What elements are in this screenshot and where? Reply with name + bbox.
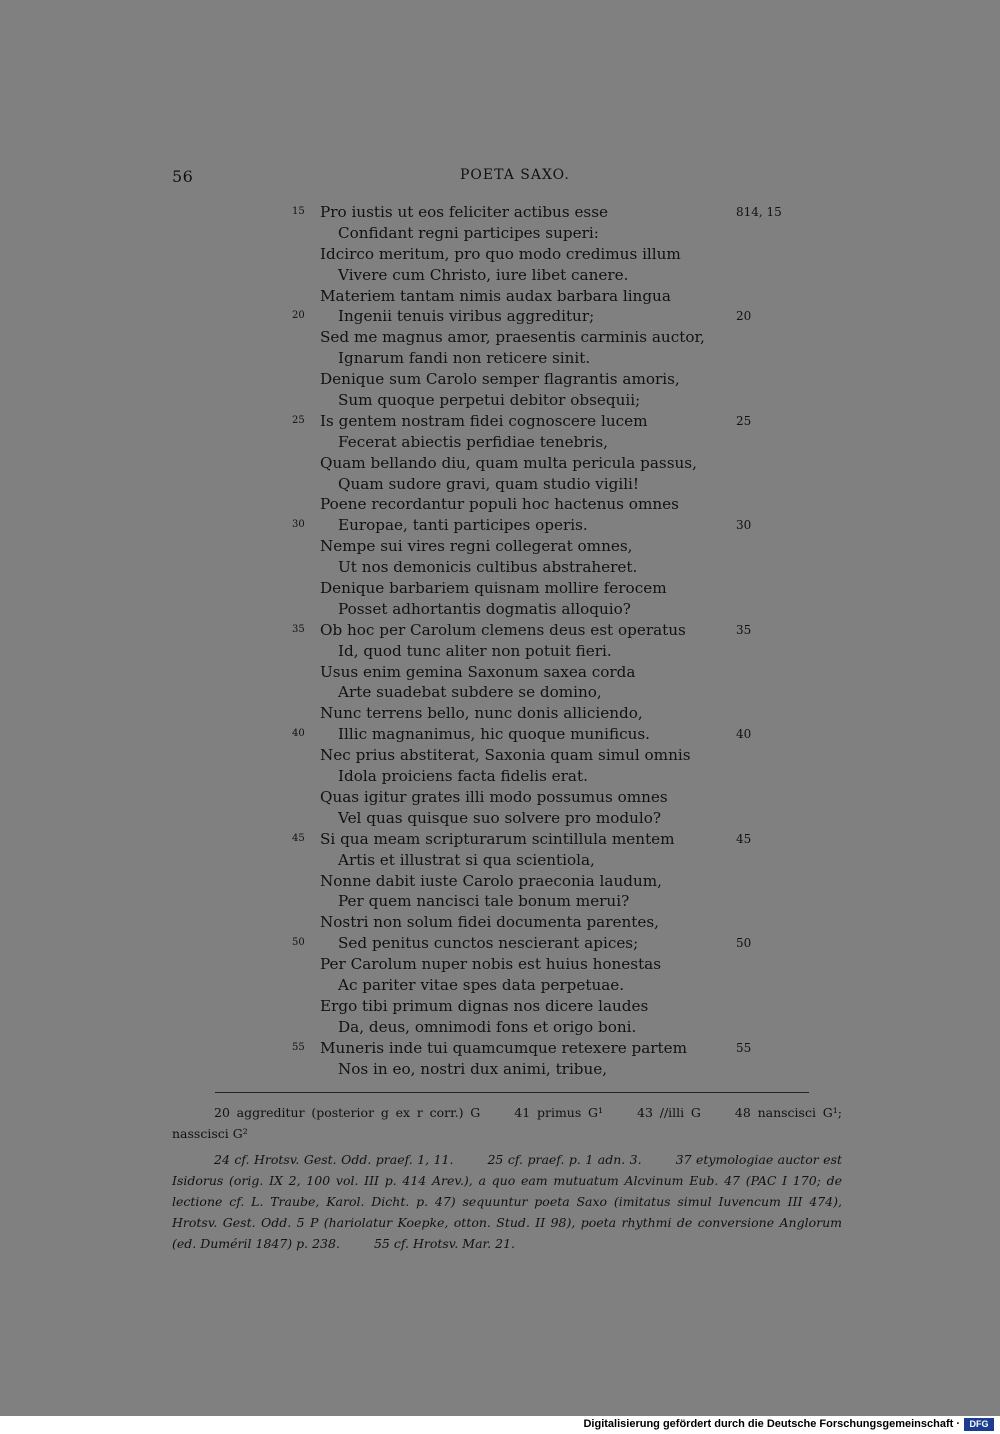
verse-line <box>0 829 1000 850</box>
verse-line <box>0 286 1000 307</box>
verse-line <box>0 557 1000 578</box>
margin-reference: 40 <box>736 727 752 742</box>
line-number: 20 <box>292 310 305 322</box>
source-note: 55 cf. Hrotsv. Mar. 21. <box>373 1236 515 1251</box>
verse-line <box>0 306 1000 327</box>
poem-text <box>0 202 1000 1079</box>
verse-line <box>0 453 1000 474</box>
verse-line <box>0 933 1000 954</box>
source-note: 25 cf. praef. p. 1 adn. 3. <box>487 1152 642 1167</box>
verse-line <box>0 390 1000 411</box>
verse-text: Quam bellando diu, quam multa pericula passus, <box>320 453 697 472</box>
critical-note: 20 aggreditur (posterior g ex r corr.) G <box>214 1105 481 1120</box>
verse-line <box>0 578 1000 599</box>
verse-text: Poene recordantur populi hoc hactenus omnes <box>320 495 679 514</box>
verse-line <box>0 411 1000 432</box>
verse-text: Arte suadebat subdere se domino, <box>338 683 602 702</box>
verse-line <box>0 703 1000 724</box>
verse-line <box>0 432 1000 453</box>
verse-line <box>0 641 1000 662</box>
page-number: 56 <box>172 167 194 186</box>
verse-line <box>0 599 1000 620</box>
critical-note: 48 nanscisci G¹; nasscisci G² <box>172 1105 842 1141</box>
verse-line <box>0 662 1000 683</box>
verse-line <box>0 515 1000 536</box>
verse-text: Per Carolum nuper nobis est huius honestas <box>320 955 662 974</box>
verse-text: Fecerat abiectis perfidiae tenebris, <box>338 432 609 451</box>
verse-line <box>0 327 1000 348</box>
verse-line <box>0 1017 1000 1038</box>
line-number: 45 <box>292 832 305 844</box>
verse-line <box>0 996 1000 1017</box>
verse-text: Sed me magnus amor, praesentis carminis auctor, <box>320 328 705 347</box>
verse-line <box>0 871 1000 892</box>
verse-text: Sed penitus cunctos nescierant apices; <box>338 934 639 953</box>
verse-line <box>0 474 1000 495</box>
verse-text: Pro iustis ut eos feliciter actibus esse <box>320 203 609 221</box>
verse-line <box>0 244 1000 265</box>
verse-text: Quas igitur grates illi modo possumus omnes <box>320 787 668 806</box>
footer-bar <box>0 1416 1000 1434</box>
verse-text: Si qua meam scripturarum scintillula mentem <box>320 829 675 848</box>
verse-line <box>0 682 1000 703</box>
verse-text: Denique sum Carolo semper flagrantis amoris, <box>320 370 680 389</box>
verse-line <box>0 891 1000 912</box>
line-number: 25 <box>292 414 305 426</box>
critical-note: 41 primus G¹ <box>514 1105 604 1120</box>
running-head: POETA SAXO. <box>460 167 570 183</box>
verse-text: Da, deus, omnimodi fons et origo boni. <box>338 1017 637 1036</box>
margin-reference: 50 <box>736 936 752 951</box>
verse-text: Per quem nancisci tale bonum merui? <box>338 892 630 911</box>
verse-text: Idola proiciens facta fidelis erat. <box>338 767 588 786</box>
margin-reference: 20 <box>736 309 752 324</box>
verse-line <box>0 724 1000 745</box>
verse-text: Id, quod tunc aliter non potuit fieri. <box>338 641 612 660</box>
verse-line <box>0 787 1000 808</box>
verse-line <box>0 975 1000 996</box>
verse-text: Denique barbariem quisnam mollire ferocem <box>320 579 667 598</box>
line-number: 55 <box>292 1041 305 1053</box>
verse-text: Materiem tantam nimis audax barbara lingua <box>320 286 671 305</box>
source-note: 37 etymologiae auctor est Isidorus (orig. IX 2, 100 vol. III p. 414 Arev.), a quo eam mutuatum Alcvinum Eub. 47 (PAC I 170; de lectione cf. L. Traube, Karol. Dicht. p. 47) sequuntur poeta Saxo (imitatus simul Iuvencum III 474), Hrotsv. Gest. Odd. 5 P (hariolatur Koepke, otton. Stud. II 98), poeta rhythmi de conversione Anglorum (ed. Duméril 1847) p. 238. <box>172 1152 843 1251</box>
line-number: 30 <box>292 519 305 531</box>
margin-reference: 25 <box>736 413 752 428</box>
verse-text: Ob hoc per Carolum clemens deus est operatus <box>320 620 686 639</box>
verse-line <box>0 808 1000 829</box>
verse-line <box>0 766 1000 787</box>
critical-apparatus <box>172 1102 842 1144</box>
verse-text: Muneris inde tui quamcumque retexere partem <box>320 1038 688 1057</box>
verse-text: Ac pariter vitae spes data perpetuae. <box>338 975 625 994</box>
verse-line <box>0 536 1000 557</box>
line-number: 35 <box>292 623 305 635</box>
margin-reference: 30 <box>736 518 752 533</box>
source-apparatus <box>172 1149 842 1254</box>
verse-text: Nec prius abstiterat, Saxonia quam simul omnis <box>320 746 691 765</box>
verse-line <box>0 850 1000 871</box>
verse-text: Nunc terrens bello, nunc donis alliciendo, <box>320 704 643 723</box>
verse-text: Nempe sui vires regni collegerat omnes, <box>320 537 633 556</box>
line-number: 40 <box>292 728 305 740</box>
verse-line <box>0 265 1000 286</box>
verse-text: Ergo tibi primum dignas nos dicere laudes <box>320 996 649 1015</box>
verse-text: Vel quas quisque suo solvere pro modulo? <box>338 808 662 827</box>
margin-reference: 45 <box>736 831 752 846</box>
verse-text: Confidant regni participes superi: <box>338 223 599 242</box>
verse-line <box>0 954 1000 975</box>
digitization-credit: Digitalisierung gefördert durch die Deutsche Forschungsgemeinschaft · <box>583 1418 960 1430</box>
verse-line <box>0 1038 1000 1059</box>
verse-line <box>0 912 1000 933</box>
verse-text: Europae, tanti participes operis. <box>338 516 588 535</box>
dfg-logo: DFG <box>964 1418 994 1431</box>
apparatus-rule <box>215 1092 809 1093</box>
verse-text: Artis et illustrat si qua scientiola, <box>338 850 595 869</box>
margin-reference: 55 <box>736 1040 752 1055</box>
margin-reference: 35 <box>736 622 752 637</box>
verse-line <box>0 348 1000 369</box>
verse-text: Idcirco meritum, pro quo modo credimus illum <box>320 244 681 263</box>
margin-reference: 814, 15 <box>736 205 782 219</box>
verse-line <box>0 1059 1000 1080</box>
line-number: 50 <box>292 937 305 949</box>
verse-line <box>0 620 1000 641</box>
source-note: 24 cf. Hrotsv. Gest. Odd. praef. 1, 11. <box>214 1152 454 1167</box>
verse-line <box>0 745 1000 766</box>
verse-line <box>0 494 1000 515</box>
verse-text: Nos in eo, nostri dux animi, tribue, <box>338 1059 608 1078</box>
verse-text: Nostri non solum fidei documenta parentes, <box>320 913 659 932</box>
verse-text: Is gentem nostram fidei cognoscere lucem <box>320 411 648 430</box>
verse-text: Ignarum fandi non reticere sinit. <box>338 349 591 368</box>
verse-line <box>0 223 1000 244</box>
verse-line <box>0 202 1000 223</box>
verse-text: Vivere cum Christo, iure libet canere. <box>338 265 629 284</box>
verse-text: Sum quoque perpetui debitor obsequii; <box>338 391 641 410</box>
verse-text: Usus enim gemina Saxonum saxea corda <box>320 662 636 681</box>
verse-text: Illic magnanimus, hic quoque munificus. <box>338 725 650 744</box>
critical-note: 43 //illi G <box>637 1105 701 1120</box>
verse-text: Quam sudore gravi, quam studio vigili! <box>338 474 640 493</box>
verse-text: Ut nos demonicis cultibus abstraheret. <box>338 558 638 577</box>
verse-line <box>0 369 1000 390</box>
line-number: 15 <box>292 206 305 217</box>
verse-text: Nonne dabit iuste Carolo praeconia laudum, <box>320 871 662 890</box>
verse-text: Posset adhortantis dogmatis alloquio? <box>338 599 631 618</box>
verse-text: Ingenii tenuis viribus aggreditur; <box>338 307 595 326</box>
